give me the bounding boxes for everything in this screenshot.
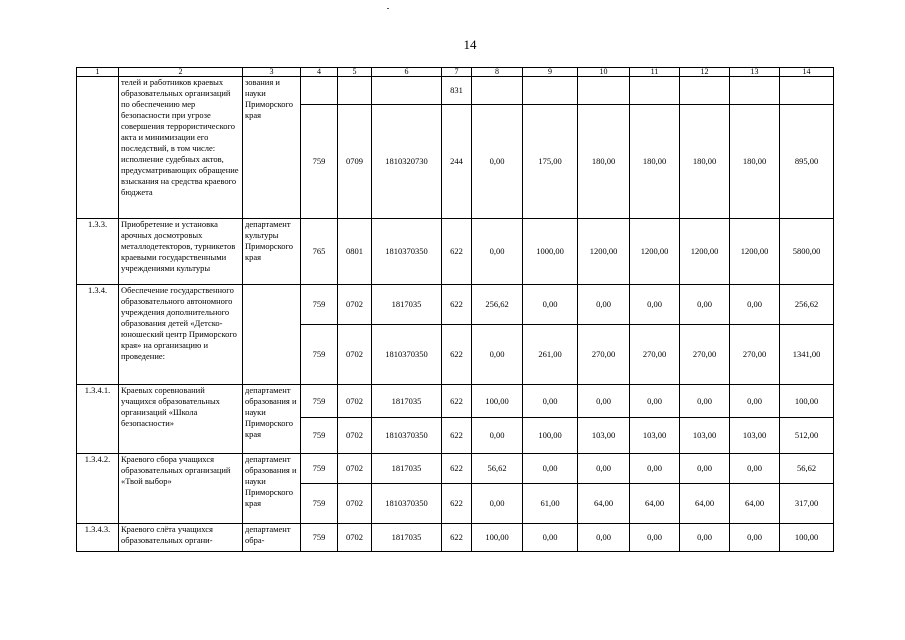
cell-c8: 56,62 — [472, 454, 523, 484]
cell-c10: 270,00 — [578, 325, 630, 385]
cell-c6: 1810320730 — [372, 105, 442, 219]
cell-c14: 512,00 — [780, 418, 834, 454]
row-description: Краевого сбора учащихся образовательных организаций «Твой выбор» — [119, 454, 243, 524]
column-header: 5 — [338, 68, 372, 77]
cell-c5: 0801 — [338, 219, 372, 285]
cell-c12: 0,00 — [680, 385, 730, 418]
row-code — [77, 77, 119, 219]
cell-c7: 622 — [442, 285, 472, 325]
column-header: 6 — [372, 68, 442, 77]
cell-c4: 765 — [301, 219, 338, 285]
cell-c13: 0,00 — [730, 385, 780, 418]
cell-c5: 0702 — [338, 524, 372, 552]
cell-c5: 0702 — [338, 484, 372, 524]
row-description: Краевых соревнований учащихся образовательных организаций «Школа безопасности» — [119, 385, 243, 454]
table-row — [77, 524, 834, 552]
cell-c13: 1200,00 — [730, 219, 780, 285]
table-row — [77, 77, 834, 105]
cell-c13: 64,00 — [730, 484, 780, 524]
cell-c6: 1810370350 — [372, 418, 442, 454]
cell-c12: 0,00 — [680, 524, 730, 552]
row-executor: департамент образования и науки Приморского края — [243, 454, 301, 524]
cell-c14: 56,62 — [780, 454, 834, 484]
table-row — [77, 219, 834, 285]
cell-c9: 261,00 — [523, 325, 578, 385]
row-description: Приобретение и установка арочных досмотровых металлодетекторов, турникетов краевыми государственными учреждениями культуры — [119, 219, 243, 285]
cell-c4: 759 — [301, 454, 338, 484]
cell-c7: 622 — [442, 385, 472, 418]
cell-c12: 64,00 — [680, 484, 730, 524]
row-executor: департамент образования и науки Приморского края — [243, 385, 301, 454]
table-row — [77, 285, 834, 325]
column-header: 12 — [680, 68, 730, 77]
cell-c5: 0702 — [338, 454, 372, 484]
cell-c9: 61,00 — [523, 484, 578, 524]
row-code: 1.3.4. — [77, 285, 119, 385]
cell-c4: 759 — [301, 285, 338, 325]
cell-c10: 64,00 — [578, 484, 630, 524]
cell-c5: 0702 — [338, 285, 372, 325]
column-header: 1 — [77, 68, 119, 77]
cell-c14: 100,00 — [780, 385, 834, 418]
cell-c7: 622 — [442, 484, 472, 524]
row-description: Краевого слёта учащихся образовательных органи- — [119, 524, 243, 552]
cell-c14: 5800,00 — [780, 219, 834, 285]
column-header: 14 — [780, 68, 834, 77]
cell-c8: 0,00 — [472, 105, 523, 219]
cell-c11: 103,00 — [630, 418, 680, 454]
cell-c7: 622 — [442, 454, 472, 484]
cell-c14: 1341,00 — [780, 325, 834, 385]
cell-c6: 1817035 — [372, 385, 442, 418]
cell-c10: 0,00 — [578, 454, 630, 484]
cell-c9: 175,00 — [523, 105, 578, 219]
cell-c7: 622 — [442, 219, 472, 285]
cell-c12: 270,00 — [680, 325, 730, 385]
cell-c12: 103,00 — [680, 418, 730, 454]
cell-c11: 270,00 — [630, 325, 680, 385]
column-header: 9 — [523, 68, 578, 77]
cell-c4: 759 — [301, 105, 338, 219]
cell-c6: 1810370350 — [372, 325, 442, 385]
cell-c14: 895,00 — [780, 105, 834, 219]
cell-c11: 0,00 — [630, 524, 680, 552]
cell-c8: 256,62 — [472, 285, 523, 325]
cell-c8: 0,00 — [472, 325, 523, 385]
column-header: 4 — [301, 68, 338, 77]
cell-c13: 180,00 — [730, 105, 780, 219]
cell-c14: 100,00 — [780, 524, 834, 552]
cell-c5: 0702 — [338, 418, 372, 454]
page-number: 14 — [463, 37, 477, 52]
cell-c5: 0702 — [338, 385, 372, 418]
column-header: 11 — [630, 68, 680, 77]
table-row — [77, 454, 834, 484]
cell-c6: 1817035 — [372, 524, 442, 552]
row-executor: зования и науки Приморского края — [243, 77, 301, 219]
cell-c5: 0702 — [338, 325, 372, 385]
row-description: телей и работников краевых образовательных организаций по обеспечению мер безопасности при угрозе совершения террористического акта и минимизации его последствий, в том числе: исполнение судебных актов, предусматривающих обращение взыскания на средства краевого бюджета — [119, 77, 243, 219]
cell-c13: 103,00 — [730, 418, 780, 454]
cell-c7: 622 — [442, 418, 472, 454]
cell-c10: 0,00 — [578, 285, 630, 325]
cell-c14: 256,62 — [780, 285, 834, 325]
cell-c14: 317,00 — [780, 484, 834, 524]
cell-c7: 244 — [442, 105, 472, 219]
cell-c12: 1200,00 — [680, 219, 730, 285]
cell-c11: 64,00 — [630, 484, 680, 524]
row-description: Обеспечение государственного образовательного автономного учреждения дополнительного образования детей «Детско-юношеский центр Приморского края» на организацию и проведение: — [119, 285, 243, 385]
cell-c4: 759 — [301, 418, 338, 454]
cell-c8: 100,00 — [472, 385, 523, 418]
cell-c10: 1200,00 — [578, 219, 630, 285]
cell-c4: 759 — [301, 484, 338, 524]
cell-c6: 1817035 — [372, 454, 442, 484]
cell-c12: 0,00 — [680, 454, 730, 484]
cell-c7: 622 — [442, 325, 472, 385]
cell-c12: 0,00 — [680, 285, 730, 325]
cell-c11: 180,00 — [630, 105, 680, 219]
column-header: 2 — [119, 68, 243, 77]
cell-c9: 100,00 — [523, 418, 578, 454]
row-executor: департамент обра- — [243, 524, 301, 552]
cell-c8: 0,00 — [472, 219, 523, 285]
cell-c12: 180,00 — [680, 105, 730, 219]
cell-c6: 1817035 — [372, 285, 442, 325]
cell-c10: 0,00 — [578, 385, 630, 418]
cell-c9: 0,00 — [523, 285, 578, 325]
table-row — [77, 385, 834, 418]
cell-c7: 622 — [442, 524, 472, 552]
cell-c10: 0,00 — [578, 524, 630, 552]
cell-c6: 1810370350 — [372, 484, 442, 524]
cell-c9: 0,00 — [523, 454, 578, 484]
column-header: 8 — [472, 68, 523, 77]
scan-speck — [387, 8, 389, 9]
cell-c5: 0709 — [338, 105, 372, 219]
cell-c11: 0,00 — [630, 454, 680, 484]
cell-c7: 831 — [442, 77, 472, 105]
cell-c10: 180,00 — [578, 105, 630, 219]
cell-c8: 0,00 — [472, 418, 523, 454]
column-header: 7 — [442, 68, 472, 77]
cell-c8: 0,00 — [472, 484, 523, 524]
row-code: 1.3.4.2. — [77, 454, 119, 524]
row-executor: департамент культуры Приморского края — [243, 219, 301, 285]
cell-c4: 759 — [301, 385, 338, 418]
budget-table — [76, 67, 834, 552]
cell-c13: 0,00 — [730, 524, 780, 552]
row-code: 1.3.3. — [77, 219, 119, 285]
table-header-row — [77, 68, 834, 77]
cell-c10: 103,00 — [578, 418, 630, 454]
cell-c4: 759 — [301, 325, 338, 385]
column-header: 3 — [243, 68, 301, 77]
cell-c13: 0,00 — [730, 454, 780, 484]
cell-c13: 0,00 — [730, 285, 780, 325]
cell-c11: 0,00 — [630, 285, 680, 325]
column-header: 10 — [578, 68, 630, 77]
cell-c9: 1000,00 — [523, 219, 578, 285]
row-code: 1.3.4.1. — [77, 385, 119, 454]
cell-c13: 270,00 — [730, 325, 780, 385]
row-executor — [243, 285, 301, 385]
cell-c11: 0,00 — [630, 385, 680, 418]
cell-c6: 1810370350 — [372, 219, 442, 285]
cell-c8: 100,00 — [472, 524, 523, 552]
row-code: 1.3.4.3. — [77, 524, 119, 552]
cell-c9: 0,00 — [523, 524, 578, 552]
cell-c11: 1200,00 — [630, 219, 680, 285]
column-header: 13 — [730, 68, 780, 77]
cell-c4: 759 — [301, 524, 338, 552]
cell-c9: 0,00 — [523, 385, 578, 418]
